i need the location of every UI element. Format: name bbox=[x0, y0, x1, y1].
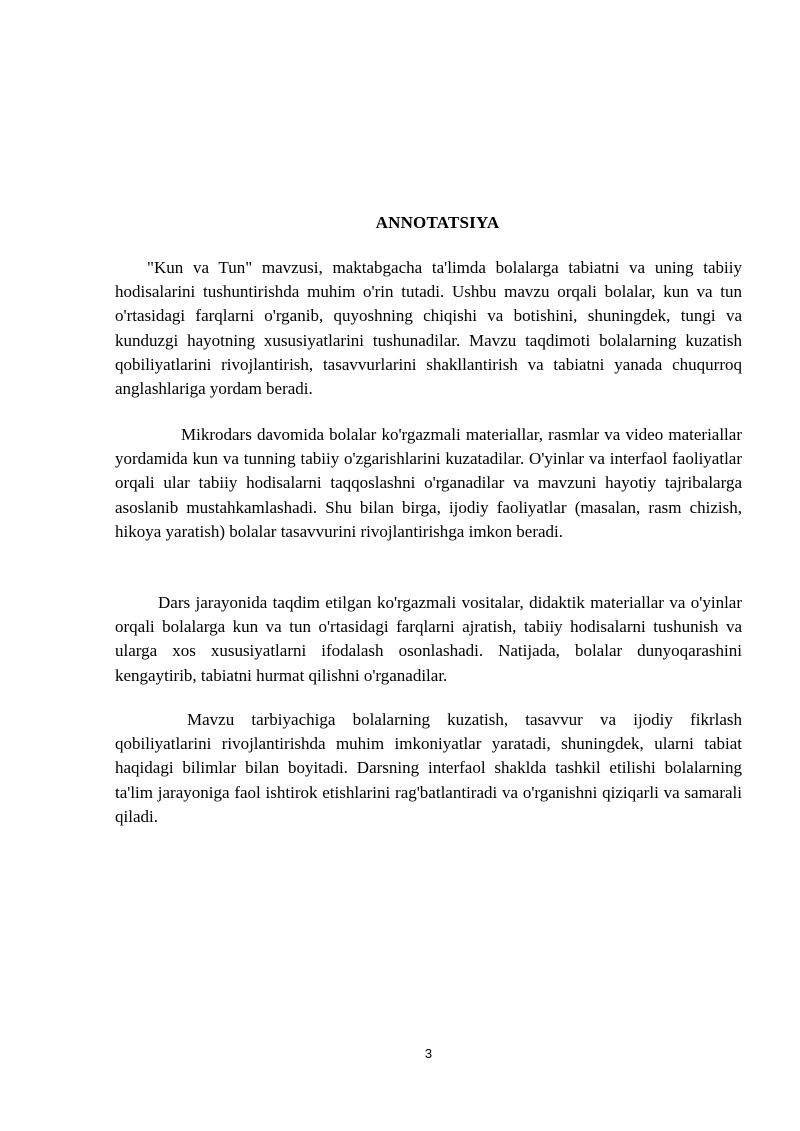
paragraph-4: Mavzu tarbiyachiga bolalarning kuzatish, tasavvur va ijodiy fikrlash qobiliyatlarini rivojlantirishda muhim imkoniyatlar yaratadi, shuningdek, ularni tabiat haqidagi bilimlar bilan boyitadi. Darsning interfaol shaklda tashkil etilishi bolalarning ta'lim jarayoniga faol ishtirok etishlarini rag'batlantiradi va o'rganishni qiziqarli va samarali qiladi. bbox=[115, 710, 742, 826]
paragraph-3: Dars jarayonida taqdim etilgan ko'rgazmali vositalar, didaktik materiallar va o'yinlar orqali bolalarga kun va tun o'rtasidagi farqlarni ajratish, tabiiy hodisalarni tushunish va ularga xos xususiyatlarni ifodalash osonlashadi. Natijada, bolalar dunyoqarashini kengaytirib, tabiatni hurmat qilishni o'rganadilar. bbox=[115, 593, 742, 685]
page-number: 3 bbox=[424, 1046, 433, 1061]
paragraph-1: "Kun va Tun" mavzusi, maktabgacha ta'limda bolalarga tabiatni va uning tabiiy hodisalarini tushuntirishda muhim o'rin tutadi. Ushbu mavzu orqali bolalar, kun va tun o'rtasidagi farqlarni o'rganib, quyoshning chiqishi va botishini, shuningdek, tungi va kunduzgi hayotning xususiyatlarini tushunadilar. Mavzu taqdimoti bolalarning kuzatish qobiliyatlarini rivojlantirish, tasavvurlarini shakllantirish va tabiatni yanada chuqurroq anglashlariga yordam beradi. bbox=[115, 258, 742, 399]
paragraph-2: Mikrodars davomida bolalar ko'rgazmali materiallar, rasmlar va video materiallar yordamida kun va tunning tabiiy o'zgarishlarini kuzatadilar. O'yinlar va interfaol faoliyatlar orqali ular tabiiy hodisalarni taqqoslashni o'rganadilar va mavzuni hayotiy tajribalarga asoslanib mustahkamlashadi. Shu bilan birga, ijodiy faoliyatlar (masalan, rasm chizish, hikoya yaratish) bolalar tasavvurini rivojlantirishga imkon beradi. bbox=[115, 425, 742, 541]
page-title: ANNOTATSIYA bbox=[375, 213, 500, 232]
